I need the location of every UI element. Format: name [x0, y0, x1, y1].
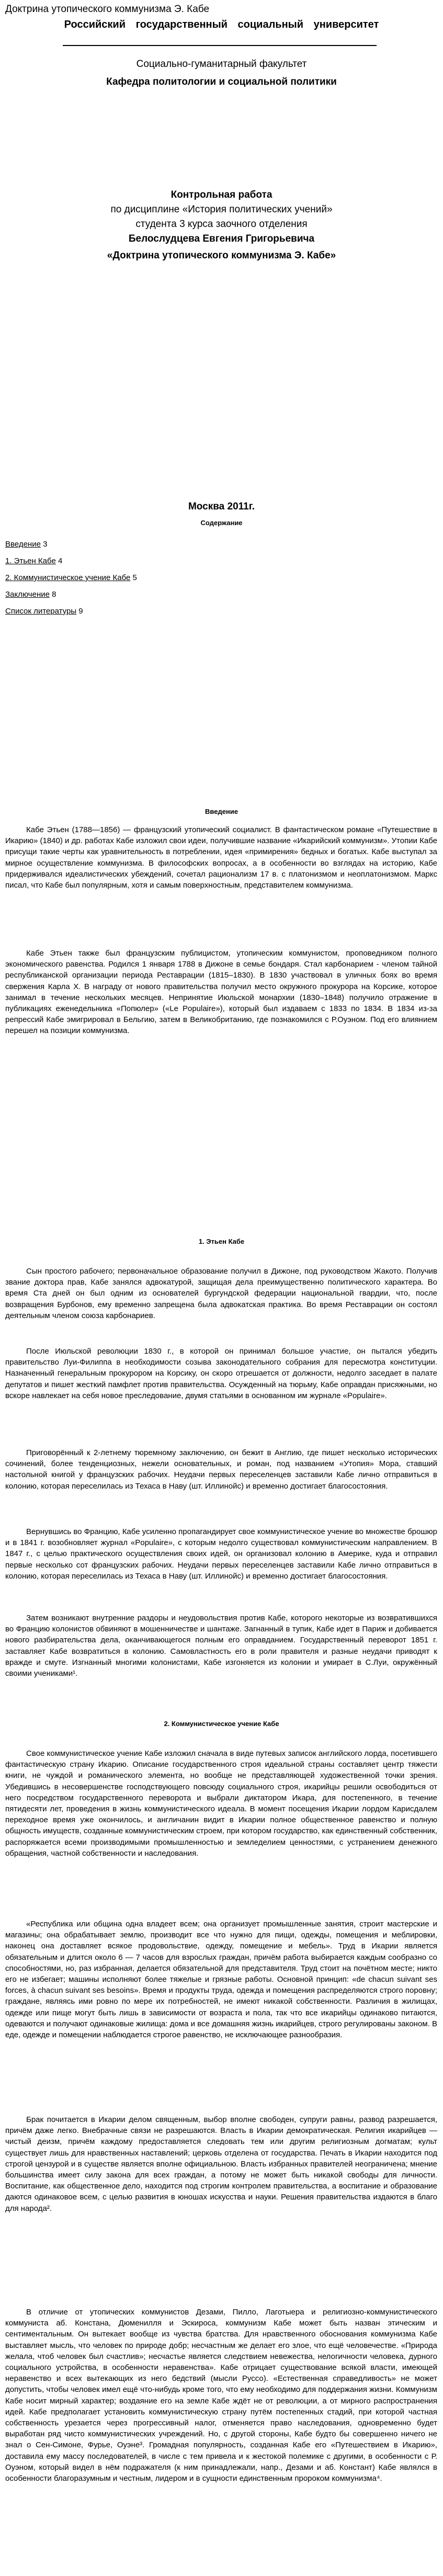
toc-item	[5, 540, 47, 549]
toc-page: 4	[55, 557, 63, 565]
discipline: по дисциплине «История политических учений»	[110, 204, 333, 215]
section2-paragraph: Брак почитается в Икарии делом священным, выбор вполне свободен, супруги равны, развод разрешается, причём даже легко. Внебрачные связи не разрешаются. Власть в Икарии демократическая. Религия икарийцев — чистый деизм, причём каждому предоставляется следовать тем или другим религиозным догматам; культ существует лишь для нравственных наставлений; церковь отделена от государства. Печать в Икарии находится под строгой цензурой и в существе является вполне официальною. Власть избранных правителей неограничена; мнение большинства имеет силу закона для всех граждан, а потому не может быть никакой свободы для личности. Воспитание, как общественное дело, находится под строгим контролем правительства, а воспитание и образование даются одинаковое всем, с целью развития в юношах искусства и науки. Решения правительства издаются в благо для народа².	[5, 2115, 437, 2213]
toc-link-conclusion[interactable]: Заключение	[5, 590, 50, 599]
toc-link-section1[interactable]: 1. Этьен Кабе	[5, 557, 56, 565]
section2-paragraph: В отличие от утопических коммунистов Дезами, Пилло, Лаготыера и религиозно-коммунистического коммуниста аб. Констана, Дюменилля и Эскироса, коммунизм Кабе может быть назван этическим и сентиментальным. Он вытекает вообще из чувства братства. Для нравственного обоснования коммунизма Кабе выставляет мысль, что человек по природе добр; несчастным же делает его злое, что ещё человечестве. «Природа желала, чтоб человек был счастлив»; несчастье является следствием невежества, нелогичности человека, дурного социального устройства, в особенности неравенства». Кабе отрицает существование всякой власти, имеющей неравенство и всех вытекающих из него бедствий (мысли Руссо). «Естественная справедливость» не может допустить, чтобы человек имел ещё что-нибудь кроме того, что ему необходимо для поддержания жизни. Коммунизм Кабе носит мирный характер; воздаяние его на земле Кабе ждёт не от революции, а от мирного распространения идей. Кабе предполагает установить коммунистическую страну путём постепенных стадий, при которой частная собственность урезается через прогрессивный налог, отменяется право наследования, одновременно будет выработан ряд чисто коммунистических учреждений. Но, с другой стороны, Кабе будто бы совершенно ничего не знал о Сен-Симоне, Фурье, Оуэне³. Громадная популярность, созданная Кабе его «Путешествием в Икарию», доставила ему массу последователей, в числе с тем привела и к жестокой полемике с другими, в особенности с Р. Оуэном, который видел в нём подражателя (к ним принадлежали, напр., Дезами и аб. Констант) Кабе являлся в особенности благоразумным и честным, лидером и в сущности единственным пророком коммунизма⁴.	[5, 2308, 437, 2483]
city-year: Москва 2011г.	[188, 501, 255, 512]
student-info: студента 3 курса заочного отделения	[135, 219, 308, 230]
section1-paragraph: Затем возникают внутренние раздоры и неудовольствия против Кабе, которого некоторые из возвратившихся во Францию колонистов обвиняют в мошенничестве и шантаже. Загнанный в тупик, Кабе идет в Париж и добивается нового разбирательства дела, оканчивающегося полным его оправданием. Государственный переворот 1851 г. заставляет Кабе возвратиться в колонию. Самовластность его в роли правителя и разные неудачи приводят к вражде и смуте. Изгнанный многими колонистами, Кабе изгоняется из колонии и умирает в С.Луи, окружённый своими учениками¹.	[5, 1614, 437, 1678]
toc-page: 3	[40, 540, 48, 549]
work-type: Контрольная работа	[171, 189, 272, 200]
section1-heading: 1. Этьен Кабе	[198, 1238, 245, 1245]
toc-link-section2[interactable]: 2. Коммунистическое учение Кабе	[5, 573, 131, 582]
university-name: Российский государственный социальный университет	[64, 19, 379, 30]
document-title: Доктрина утопического коммунизма Э. Кабе	[5, 4, 210, 15]
toc-page: 5	[130, 573, 137, 582]
intro-heading: Введение	[205, 808, 238, 815]
toc-item	[5, 607, 83, 616]
toc-page: 8	[49, 590, 56, 599]
section1-paragraph: Вернувшись во Францию, Кабе усиленно пропагандирует свое коммунистическое учение во множестве брошюр и в 1841 г. возобновляет журнал «Populaire», с которым недолго существовал коммунистическим направлением. В 1847 г., с целью практического осуществления своих идей, он организовал колонию в Америке, куда и отправил первые несколько сот французских рабочих. Неудачи первых переселенцев заставили Кабе лично отправиться в колонию, которая переселилась из Техаса в Наву (шт. Иллинойс) и временно достигает благосостояния.	[5, 1527, 437, 1581]
section2-paragraph: «Республика или община одна владеет всем; она организует промышленные занятия, строит мастерские и магазины; она обрабатывает землю, производит все что нужно для пищи, одежды, помещения и меблировки, наконец она доставляет всякое продовольствие, одежду, помещение и мебель». Труд в Икарии является обязательным и длится около 6 — 7 часов для взрослых граждан, причём работа выбирается каждым сообразно со способностями, но, раз избранная, делается обязательной для представителя. Труд стоит на почётном месте; никто его не избегает; машины исполняют более тяжелые и грязные работы. Основной принцип: «de chacun suivant ses forces, à chacun suivant ses besoins». Время и продукты труда, одежда и помещения распределяются строго поровну; граждане, являясь ими ровно по мере их потребностей, не имеют никакой собственности. Различия в жилищах, одежде или пище могут быть лишь в зависимости от возраста и пола, так что все икарийцы одинаково питаются, одеваются и получают одинаковые жилища: дома и все домашняя жизнь икарийцев, строго регулированы законом. В еде, одежде и помещении наблюдается строгое равенство, не исключающее разнообразия.	[5, 1920, 437, 2040]
section1-paragraph: Приговорённый к 2-летнему тюремному заключению, он бежит в Англию, где пишет несколько исторических сочинений, более тенденциозных, нежели основательных, и роман, под названием «Утопия» Мора, ставший настольной книгой у французских рабочих. Неудачи первых переселенцев заставили Кабе лично отправиться в колонию, которая переселилась из Техаса в Наву (шт. Иллинойс) и временно достигает благосостояния.	[5, 1448, 437, 1491]
intro-paragraph: Кабе Этьен также был французским публицистом, утопическим коммунистом, проповедником полного экономического равенства. Родился 1 января 1788 в Дижоне в семье бондаря. Стал карбонарием - членом тайной республиканской организации периода Реставрации (1815–1830). В 1830 участвовал в уличных боях во время свержения Карла X. В награду от нового правительства получил место окружного прокурора на Корсике, которое занимал в течение нескольких месяцев. Непринятие Июльской монархии (1830–1848) получило отражение в публикациях еженедельника «Попюлер» («Le Populaire»), который был издаваем с 1833 по 1834. В 1834 из-за репрессий Кабе эмигрировал в Бельгию, затем в Великобританию, где познакомился с Р.Оуэном. Под его влиянием перешел на позиции коммунизма.	[5, 949, 437, 1036]
author-name: Белослудцева Евгения Григорьевича	[128, 233, 315, 244]
toc-item	[5, 590, 56, 599]
intro-paragraph: Кабе Этьен (1788—1856) — французский утопический социалист. В фантастическом романе «Путешествие в Икарию» (1840) и др. работах Кабе изложил свои идеи, получившие название «Икарийский коммунизм». Утопии Кабе присущи такие черты как уравнительность в потреблении, идея «примирения» бедных и богатых. Кабе выступал за мирное осуществление коммунизма. В философских вопросах, а в особенности во взглядах на историю, Кабе придерживался идеалистических убеждений, сочетал рационализм 17 в. с платонизмом и неоплатонизмом. Маркс писал, что Кабе был популярным, хотя и самым поверхностным, представителем коммунизма.	[5, 825, 437, 890]
department-name: Кафедра политологии и социальной политики	[106, 76, 337, 87]
header-rule	[63, 45, 377, 46]
faculty-name: Социально-гуманитарный факультет	[136, 59, 307, 70]
toc-link-intro[interactable]: Введение	[5, 540, 41, 549]
toc-item	[5, 573, 137, 582]
section1-paragraph: Сын простого рабочего; первоначальное образование получил в Дижоне, под руководством Жакото. Получив звание доктора прав, Кабе занялся адвокатурой, защищая дела преимущественно политического характера. Во время Ста дней он был одним из основателей бургундской федерации национальной гвардии, что, после возвращения Бурбонов, ему временно запрещена была адвокатская практика. Во время Реставрации он состоял деятельным членом союза карбонариев.	[5, 1267, 437, 1320]
section2-heading: 2. Коммунистическое учение Кабе	[164, 1720, 279, 1728]
section1-paragraph: После Июльской революции 1830 г., в которой он принимал большое участие, он пытался убедить правительство Луи-Филиппа в необходимости созыва законодательного собрания для пересмотра конституции. Назначенный генеральным прокурором на Корсику, он скоро отрешается от должности, недолго заседает в палате депутатов и пишет жесткий памфлет против правительства. Осужденный на тюрьму, Кабе оправдан присяжными, но вскоре навлекает на себя новое преследование, двумя статьями в основанном им журнале «Populaire».	[5, 1347, 437, 1400]
work-topic: «Доктрина утопического коммунизма Э. Кабе»	[107, 250, 336, 261]
toc-link-references[interactable]: Список литературы	[5, 607, 77, 616]
section2-paragraph: Свое коммунистическое учение Кабе изложил сначала в виде путевых записок английского лорда, посетившего фантастическую страну Икарию. Описание государственного строя идеальной страны составляет центр тяжести книги, не чуждой и романического элемента, но вообще не представляющей художественной точки зрения. Убедившись в несовершенстве господствующего повсюду социального строя, икарийцы решили освободиться от него посредством государственного переворота и выбрали диктатором Икара, для постепенного, в течение пятидесяти лет, проведения в жизнь коммунистического идеала. В момент посещения Икарии лордом Карисдалем переходное время уже окончилось, и англичанин видит в Икарии полное общественное равенство и полную общность имуществ, созданные коммунистическим строем, при котором государство, как единственный собственник, распоряжается всеми производимыми промышленностью и земледелием ценностями, с устранением денежного обращения, частной собственности и наследования.	[5, 1749, 437, 1858]
toc-title: Содержание	[200, 519, 243, 527]
toc-item	[5, 557, 62, 565]
toc-page: 9	[76, 607, 83, 616]
